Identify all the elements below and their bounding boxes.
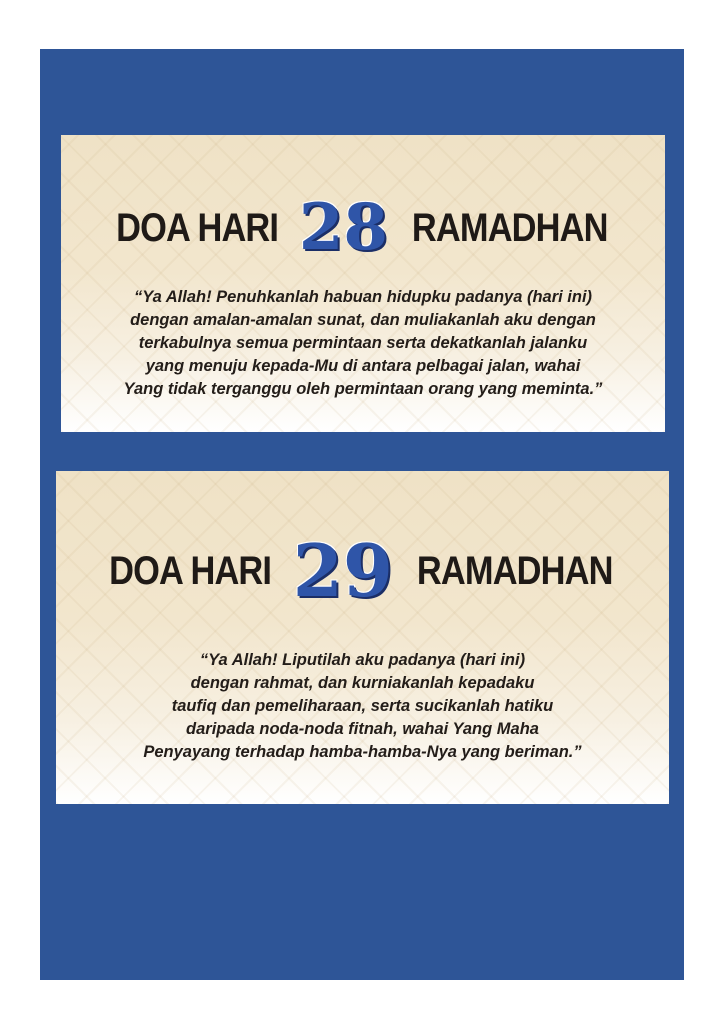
prayer-quote [69, 286, 657, 401]
day-number: 28 [298, 190, 388, 265]
quote-line: Penyayang terhadap hamba-hamba-Nya yang beriman.” [143, 743, 582, 761]
quote-line: terkabulnya semua permintaan serta dekatkanlah jalanku [138, 334, 588, 352]
card-title [56, 528, 669, 613]
doa-card-day-29 [56, 471, 669, 804]
quote-line: Yang tidak terganggu oleh permintaan orang yang meminta.” [123, 380, 603, 398]
title-ramadhan: RAMADHAN [416, 548, 613, 593]
quote-line: dengan rahmat, dan kurniakanlah kepadaku [190, 674, 535, 692]
quote-line: taufiq dan pemeliharaan, serta sucikanlah hatiku [171, 697, 554, 715]
title-doa-hari: DOA HARI [109, 548, 272, 593]
title-ramadhan: RAMADHAN [411, 205, 608, 250]
prayer-quote [64, 649, 661, 764]
quote-line: daripada noda-noda fitnah, wahai Yang Maha [186, 720, 539, 738]
card-title [61, 190, 665, 265]
quote-line: “Ya Allah! Penuhkanlah habuan hidupku padanya (hari ini) [133, 288, 593, 306]
day-number: 29 [292, 528, 393, 613]
doa-card-day-28 [61, 135, 665, 432]
quote-line: yang menuju kepada-Mu di antara pelbagai jalan, wahai [145, 357, 581, 375]
quote-line: dengan amalan-amalan sunat, dan muliakanlah aku dengan [130, 311, 596, 329]
title-doa-hari: DOA HARI [115, 205, 278, 250]
quote-line: “Ya Allah! Liputilah aku padanya (hari ini) [199, 651, 526, 669]
